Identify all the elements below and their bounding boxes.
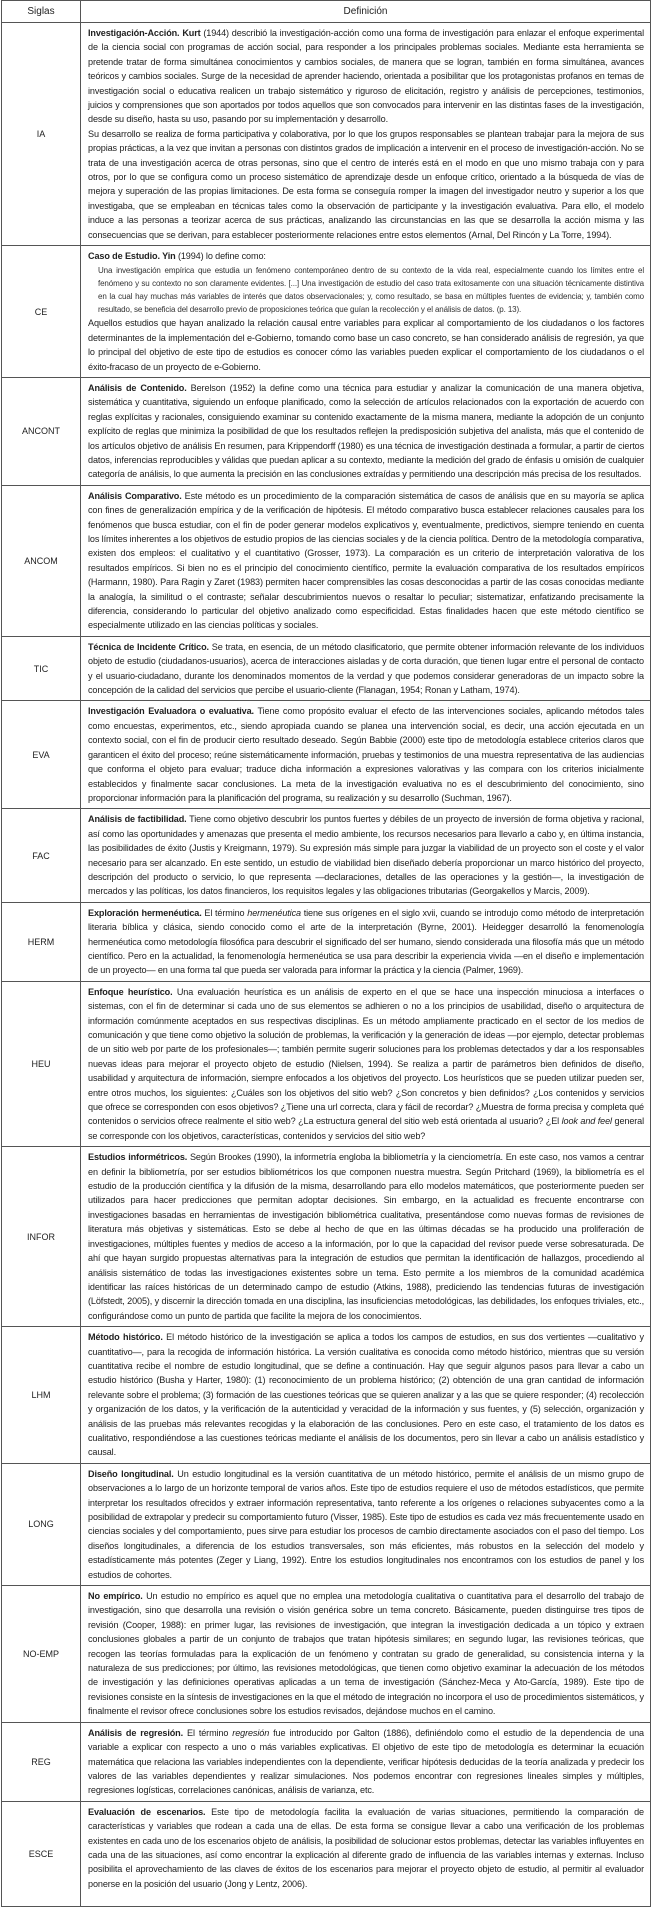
sigla-cell: FAC: [2, 809, 81, 902]
definition-cell: [81, 1147, 651, 1327]
definition-paragraph: [88, 812, 644, 898]
definition-term: Análisis de factibilidad.: [88, 814, 187, 825]
definition-paragraph: [88, 1589, 644, 1719]
table-row: [2, 1147, 651, 1327]
definition-text: El término: [201, 907, 248, 918]
table-row: [2, 1586, 651, 1723]
definition-cell: [81, 701, 651, 809]
definition-cell: [81, 377, 651, 485]
definition-text: Un estudio longitudinal es la versión cuantitativa de un método histórico, permite el análisis de un mismo grupo de observaciones a lo largo de un horizonte temporal de varios años. Este tipo de estudios requiere el uso de métodos estadísticos, que permite interpretar los resultados ofrecidos y extraer información representativa, tanto referente a los orígenes o relaciones subyacentes como a la posibilidad de extrapolar y predecir su comportamiento futuro (Visser, 1985). Este tipo de estudios es cada vez más frecuentemente usado en ciencias sociales y del comportamiento, pues sirve para estudiar los procesos de cambio directamente asociados con el paso del tiempo. Los diseños longitudinales, a diferencia de los estudios transversales, son más eficientes, más robustos en la selección del modelo y estadísticamente más potentes (Zeger y Liang, 1992). Entre los estudios longitudinales nos encontramos con los estudios de panel y los estudios de cohortes.: [88, 1468, 644, 1580]
definition-text: (1994) lo define como:: [175, 251, 266, 262]
definition-cell: [81, 485, 651, 636]
definition-paragraph: [88, 1150, 644, 1323]
definition-text: (1944) describió la investigación-acción como una forma de investigación para enlazar el enfoque experimental de la ciencia social con programas de acción social, para responder a los principales problemas sociales. Mediante esta herramienta se pretende tratar de forma simultánea conocimientos y cambios sociales, de manera que se logran, también en forma simultánea, avances teóricos y cambios sociales. Surge de la necesidad de aprender haciendo, orientada a posibilitar que los protagonistas profanos en temas de investigación social o educativa realicen un trabajo sistemático y riguroso de elicitación, registro y análisis de percepciones, testimonios, juicios y comprensiones que son aportados por todos aquellos que son convocados para intervenir en las distintas fases de la investigación, desde su diseño, hasta su uso, pasando por su implementación y desarrollo.: [88, 28, 644, 125]
definition-text: Berelson (1952) la define como una técnica para estudiar y analizar la comunicación de una manera objetiva, sistemática y cuantitativa, siguiendo un enfoque planificado, como la selección de artículos relacionados con la exportación de acuerdo con reglas explícitas y racionales, consiguiendo examinar su contenido exactamente de la misma manera, mediante la adopción de un conjunto explícito de reglas que minimiza la posibilidad de que los resultados reflejen la predisposición subjetiva del analista, más que el contenido de los artículos objetivo de análisis En resumen, para Krippendorff (1980) es una técnica de investigación destinada a formular, a partir de ciertos datos, inferencias reproducibles y válidas que puedan aplicar a su contexto, mediante la medición del grado de énfasis u omisión de cualquier categoría de análisis, lo que aumenta la precisión en las conclusiones extraídas y permitiendo una descripción más precisa de los resultados.: [88, 382, 644, 480]
definition-text: look and feel: [561, 1116, 612, 1127]
sigla-cell: ESCE: [2, 1801, 81, 1906]
definition-term: No empírico.: [88, 1591, 143, 1602]
sigla-cell: EVA: [2, 701, 81, 809]
table-row: [2, 1722, 651, 1801]
table-header-row: [2, 1, 651, 23]
methodology-definitions-table: [1, 0, 651, 1907]
definition-cell: [81, 1586, 651, 1723]
definition-term: Evaluación de escenarios.: [88, 1806, 206, 1817]
definition-text: Tiene como objetivo descubrir los puntos fuertes y débiles de un proyecto de inversión de forma objetiva y racional, así como las oportunidades y amenazas que presenta el medio ambiente, los recursos necesarios para llevarlo a cabo y, en última instancia, las posibilidades de éxito (Justis y Kreigmann, 1979). Su expresión más simple para juzgar la viabilidad de un proyecto son el coste y el valor necesario para ser alcanzado. En este sentido, un estudio de viabilidad bien diseñado debería proporcionar un marco histórico del proyecto, descripción del producto o servicio, lo que representa —declaraciones, detalles de las operaciones y la gestión—, la investigación de mercados y las políticas, los datos financieros, los requisitos legales y las obligaciones tributarias (Georgakellos y Marcis, 2009).: [88, 814, 644, 897]
definition-text: general se corresponde con los objetivos, características, contenidos y servicios del sitio web?: [88, 1116, 644, 1141]
definition-paragraph: [88, 1805, 644, 1891]
table-row: [2, 23, 651, 246]
definition-paragraph: [88, 906, 644, 978]
definition-text: Una investigación empírica que estudia un fenómeno contemporáneo dentro de su contexto de la vida real, especialmente cuando los límites entre el fenómeno y su contexto no son claramente evidentes. [...] Una investigación de estudio del caso trata exitosamente con una situación técnicamente distintiva en la cual hay muchas más variables de interés que datos observacionales; y, como resultado, se basa en múltiples fuentes de evidencia; y, también como resultado, se beneficia del desarrollo previo de proposiciones teórica que guían la recolección y el análisis de datos. (p. 13).: [98, 265, 644, 315]
definition-cell: [81, 981, 651, 1146]
table-row: [2, 981, 651, 1146]
sigla-cell: CE: [2, 246, 81, 378]
definition-text: Aquellos estudios que hayan analizado la relación causal entre variables para explicar al comportamiento de los ciudadanos o los factores determinantes de la implementación del e-Gobierno, tomando como base un caso concreto, se han considerado análisis de regresión, ya que lo principal del objetivo de este tipo de estudios es conocer cómo las variables pueden explicar el comportamiento de los ciudadanos o el éxito-fracaso de un proyecto de e-Gobierno.: [88, 318, 644, 372]
definition-term: Exploración hermenéutica.: [88, 907, 202, 918]
table-row: [2, 485, 651, 636]
definition-cell: [81, 246, 651, 378]
table-row: [2, 1801, 651, 1906]
sigla-cell: REG: [2, 1722, 81, 1801]
definition-paragraph: [88, 489, 644, 633]
definition-text: hermenéutica: [247, 907, 301, 918]
definition-paragraph: [88, 127, 644, 242]
header-siglas: Siglas: [2, 1, 81, 23]
definition-paragraph: [88, 1330, 644, 1460]
definition-term: Análisis de Contenido.: [88, 382, 187, 393]
definition-term: Diseño longitudinal.: [88, 1468, 174, 1479]
definition-text: Según Brookes (1990), la informetría engloba la bibliometría y la cienciometría. En este caso, nos vamos a centrar en definir la bibliometría, por ser estudios bibliométricos los que componen nuestra muestra. Según Pritchard (1969), la bibliometría es el estudio de la producción científica y la difusión de la misma, desarrollando para ello modelos matemáticos, que posteriormente pueden ser utilizados para hacer predicciones que permitan adoptar decisiones. Sin embargo, en la actualidad es frecuente encontrarse con investigaciones basadas en herramientas de investigación bibliométrica cualitativa, presentándose como nuevas formas de revisiones de literatura más objetivas y sistemáticas. Esto se debe al hecho de que en las últimas décadas se ha producido una proliferación de investigaciones, múltiples fuentes y medios de acceso a la información, por lo que la capacidad del revisor puede verse sobresaturada. De ahí que hayan surgido propuestas alternativas para la integración de estudios que permitan la identificación de hallazgos, procediendo al análisis sistemático de todas las investigaciones existentes sobre un tema. Esto permite a los miembros de la comunidad académica identificar las raíces históricas de un determinado campo de estudio (Atkins, 1988), prediciendo las tendencias futuras de investigación (Löfstedt, 2005), y discernir la dirección tomada en una disciplina, las insuficiencias metodológicas, las debilidades, los enfoques triviales, etc., configurándose como un punto de partida que facilite la mejora de los conocimientos.: [88, 1152, 644, 1321]
definition-term: Caso de Estudio. Yin: [88, 251, 176, 262]
definition-cell: [81, 1801, 651, 1906]
definition-text: Su desarrollo se realiza de forma participativa y colaborativa, por lo que los grupos responsables se plantean trabajar para la mejora de sus propias prácticas, a la vez que invitan a personas con distintos grados de implicación a intervenir en el proceso de investigación-acción. No se trata de una investigación acerca de otras personas, sino que el centro de interés está en el modo en que uno mismo trabaja con y para otros, por lo que se configura como un proceso sistemático de aprendizaje desde un enfoque crítico, orientado a la búsqueda de vías de mejora y superación de las propias limitaciones. De esta forma se conseguía romper la imagen del investigador neutro y superior a los que investigaba, que se empleaban en técnicas tales como la observación de participante y la investigación evaluativa. Para ello, el modelo induce a las personas a teorizar acerca de sus prácticas, analizando las circunstancias en las que se desarrolla la acción misma y las consecuencias que se derivan, para establecer posteriormente relaciones entre estos elementos (Arnal, Del Rincón y La Torre, 1994).: [88, 128, 644, 240]
table-row: [2, 636, 651, 701]
definition-text: El término: [183, 1727, 233, 1738]
definition-text: Una evaluación heurística es un análisis de experto en el que se hace una inspección minuciosa a interfaces o sistemas, con el fin de determinar si cada uno de sus elementos se adhieren o no a los principios de usabilidad, diseño o arquitectura de información comúnmente aceptados en sus respectivas disciplinas. Es un método ampliamente practicado en el sector de los medios de comunicación y que tiene como objetivo la solución de problemas, la verificación y la generación de ideas —por ejemplo, detectar problemas de un sitio web por parte de los profesionales—; también permite sugerir soluciones para los problemas detectados y dar a los responsables nuevas ideas para mejorar el proyecto objeto de estudio (Nielsen, 1994). Se realiza a partir de parámetros bien definidos de diseño, usabilidad y arquitectura de información, siempre enfocados a los objetivos del proyecto. Los heurísticos que se pueden utilizar pueden ser, entre otros muchos, los siguientes: ¿Cuáles son los objetivos del sitio web? ¿Son concretos y bien definidos? ¿Los contenidos y servicios que ofrece se corresponden con esos objetivos? ¿Tiene una url correcta, clara y fácil de recordar? ¿Muestra de forma precisa y completa qué contenidos o servicios ofrece realmente el sitio web? ¿La estructura general del sitio web está orientada al usuario? ¿El: [88, 986, 644, 1127]
definition-paragraph: [88, 249, 644, 263]
definition-text: Este tipo de metodología facilita la evaluación de varias situaciones, permitiendo la comparación de características y variables que rodean a cada una de ellas. De esta forma se consigue llevar a cabo una verificación de los problemas existentes en cada uno de los escenarios objeto de análisis, la posibilidad de solucionar estos problemas, detectar las variables influyentes en cada una de las situaciones, así como encontrar la explicación al diferente grado de influencia de las variables internas y externas. Incluso posibilita el aprovechamiento de las claves de éxitos de los escenarios para mejorar el proyecto objeto de estudio, al permitir al evaluador ponerse en la posición del usuario (Jong y Lentz, 2006).: [88, 1806, 644, 1889]
definition-text: tiene sus orígenes en el siglo xvii, cuando se introdujo como método de interpretación literaria bíblica y clásica, siendo conocido como el arte de la interpretación (Byrne, 2001). Heidegger desarrolló la fenomenología hermenéutica como metodología filosófica para descubrir el significado del ser humano, siendo considerada una filosofía más que un método científico. Pero en la actualidad, la fenomenología hermenéutica se usa para describir la experiencia vivida —en el diseño e implementación de un proyecto— en una forma tal que pueda ser valorada para informar la práctica y la ciencia (Palmer, 1969).: [88, 907, 644, 976]
definition-term: Enfoque heurístico.: [88, 986, 173, 997]
definition-paragraph: [88, 985, 644, 1143]
table-body: [2, 23, 651, 1907]
definition-text: Tiene como propósito evaluar el efecto de las intervenciones sociales, aplicando métodos tales como encuestas, experimentos, etc., siendo apropiada cuando se planea una intervención social, es decir, una acción ejecutada en un contexto social, con el fin de producir cierto resultado deseado. Según Babbie (2000) este tipo de metodología establece criterios claros que garanticen el éxito del proceso; reúne sistemáticamente información, pruebas y testimonios de una muestra representativa de las audiencias que conforma el objeto para evaluar; traduce dicha información a expresiones valorativas y las compara con los criterios inicialmente establecidos y finalmente sacar conclusiones. La meta de la investigación evaluativa no es el descubrimiento del conocimiento, sino proporcionar información para la planificación del programa, su realización y su desarrollo (Suchman, 1967).: [88, 706, 644, 803]
definition-paragraph: [88, 264, 644, 317]
definition-paragraph: [88, 316, 644, 374]
table-row: [2, 902, 651, 981]
definition-cell: [81, 636, 651, 701]
sigla-cell: LONG: [2, 1463, 81, 1585]
definition-text: regresión: [232, 1727, 270, 1738]
definition-text: Este método es un procedimiento de la comparación sistemática de casos de análisis que en su mayoría se aplica con fines de generalización empírica y de la verificación de hipótesis. El método comparativo busca establecer relaciones causales para los fenómenos que busca estudiar, con el fin de poder generar modelos explicativos y, eventualmente, predictivos, siempre teniendo en cuenta los límites inherentes a los objetivos de estudio propios de las ciencias sociales y de la ciencia política. Dentro de la metodología comparativa, existen dos empleos: el cualitativo y el cuantitativo (Grosser, 1973). La comparación es un criterio de interpretación valorativa de los resultados empíricos. Si bien no es el principio del conocimiento científico, permite la evaluación comparativa de los resultados empíricos (Harmann, 1980). Para Ragin y Zaret (1983) permiten hacer comprensibles las cosas desconocidas a partir de las cosas conocidas mediante la analogía, la similitud o el contraste; señalar descubrimientos nuevos o resaltar lo peculiar; sistematizar, enfatizando precisamente la diferencia, considerando lo particular del objetivo analizado como especificidad. Estas finalidades hacen que este método científico se especialmente utilizado en las ciencias políticas y sociales.: [88, 490, 644, 631]
header-definicion: Definición: [81, 1, 651, 23]
definition-cell: [81, 809, 651, 902]
definition-text: El método histórico de la investigación se aplica a todos los campos de estudios, en sus dos vertientes —cualitativo y cuantitativo—, para la recogida de información histórica. La versión cualitativa es conocida como método histórico, mientras que su versión cuantitativa recibe el nombre de estudio longitudinal, que se define a continuación. Hay que seguir algunos pasos para llevar a cabo un estudio histórico (Busha y Harter, 1980): (1) reconocimiento de un problema histórico; (2) obtención de una gran cantidad de información relevante sobre el problema; (3) formación de las cuestiones teóricas que se quieren analizar y a las que se quiere responder; (4) recolección y organización de los datos, y la verificación de la autenticidad y veracidad de la información y sus fuentes, y (5) selección, organización y análisis de las pruebas más relevantes recogidas y la elaboración de las conclusiones. Pero en este caso, el tratamiento de los datos es cualitativo, respondiéndose a las cuestiones teóricas mediante el análisis de los documentos, pero sin llevar a cabo un análisis estadístico y causal.: [88, 1332, 644, 1458]
table-row: [2, 377, 651, 485]
definition-cell: [81, 1327, 651, 1464]
definition-term: Análisis Comparativo.: [88, 490, 182, 501]
definition-paragraph: [88, 1467, 644, 1582]
sigla-cell: ANCOM: [2, 485, 81, 636]
definition-paragraph: [88, 640, 644, 698]
definition-text: fue introducido por Galton (1886), definiéndolo como el estudio de la dependencia de una variable a explicar con respecto a uno o más variables explicativas. El objetivo de este tipo de metodología es determinar la ecuación matemática que relaciona las variables independientes con la dependiente, verificar hipótesis deducidas de la teoría analizada y predecir los valores de las variables dependientes y realizar simulaciones. Nos podemos encontrar con regresiones lineales simples y múltiples, regresiones logísticas, correlaciones canónicas, análisis de varianza, etc.: [88, 1727, 644, 1796]
definition-term: Estudios informétricos.: [88, 1152, 188, 1163]
sigla-cell: ANCONT: [2, 377, 81, 485]
definition-text: Se trata, en esencia, de un método clasificatorio, que permite obtener información relevante de los individuos objeto de estudio (ciudadanos-usuarios), acerca de interacciones aisladas y de corta duración, que tienen lugar entre el personal de contacto y el usuario-ciudadano, durante los denominados momentos de la verdad y que podemos considerar generadoras de un impacto sobre la concepción de la calidad del servicios que percibe el usuario-cliente (Flanagan, 1954; Ronan y Latham, 1974).: [88, 641, 645, 696]
table-row: [2, 809, 651, 902]
table-row: [2, 1327, 651, 1464]
sigla-cell: LHM: [2, 1327, 81, 1464]
definition-cell: [81, 1463, 651, 1585]
definition-text: Un estudio no empírico es aquel que no emplea una metodología cualitativa o cuantitativa para el desarrollo del trabajo de investigación, sino que desarrolla una revisión o visión genérica sobre un tema concreto. Básicamente, pueden distinguirse tres tipos de revisión (Cooper, 1988): en primer lugar, las revisiones de investigación, que integran la investigación dedicada a un tópico y extraen conclusiones globales a partir de un conjunto de trabajos que tratan hipótesis similares; en segundo lugar, las revisiones teóricas, que recogen las teorías formuladas para la explicación de un fenómeno y contratan su grado de generalidad, su consistencia interna y la naturaleza de sus predicciones; por último, las revisiones metodológicas, que tienen como objetivo examinar la adecuación de los métodos de investigación y las definiciones operativas aplicadas a un tema de investigación (Sánchez-Meca y Ato-García, 1989). Este tipo de revisiones consiste en la síntesis de investigaciones en la que el método de integración no incorpora el uso de procedimientos sistemáticos, y finalmente el revisor ofrece conclusiones sobre los estudios revisados, dejándose muchos en el camino.: [88, 1591, 644, 1717]
sigla-cell: TIC: [2, 636, 81, 701]
definition-paragraph: [88, 26, 644, 127]
definition-term: Investigación-Acción. Kurt: [88, 28, 201, 38]
definition-cell: [81, 23, 651, 246]
sigla-cell: INFOR: [2, 1147, 81, 1327]
table-row: [2, 1463, 651, 1585]
sigla-cell: IA: [2, 23, 81, 246]
definition-paragraph: [88, 704, 644, 805]
definition-term: Investigación Evaluadora o evaluativa.: [88, 706, 254, 717]
definition-cell: [81, 902, 651, 981]
definition-term: Técnica de Incidente Crítico.: [88, 641, 209, 652]
definition-paragraph: [88, 1726, 644, 1798]
definition-term: Método histórico.: [88, 1332, 163, 1343]
table-row: [2, 701, 651, 809]
definition-cell: [81, 1722, 651, 1801]
sigla-cell: NO-EMP: [2, 1586, 81, 1723]
sigla-cell: HEU: [2, 981, 81, 1146]
table-row: [2, 246, 651, 378]
definition-paragraph: [88, 381, 644, 482]
definition-term: Análisis de regresión.: [88, 1727, 184, 1738]
sigla-cell: HERM: [2, 902, 81, 981]
